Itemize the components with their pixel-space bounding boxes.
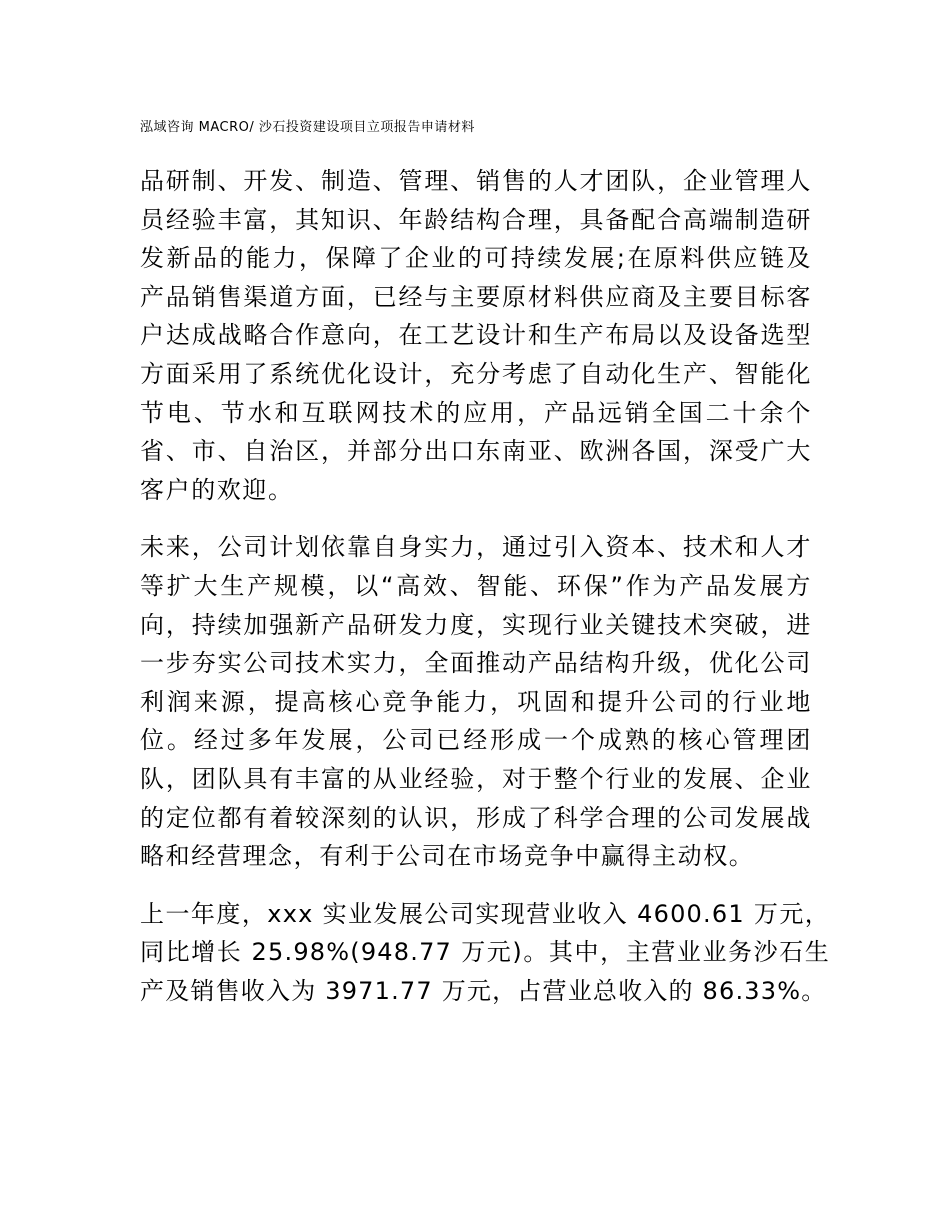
paragraph-revenue: 上一年度，xxx 实业发展公司实现营业收入 4600.61 万元，同比增长 25.98%(948.77 万元)。其中，主营业业务沙石生产及销售收入为 3971.77 万元，占营业总收入的 86.33%。 [140, 899, 830, 1005]
running-header: 泓域咨询 MACRO/ 沙石投资建设项目立项报告申请材料 [140, 120, 475, 135]
body-text [140, 162, 830, 1029]
paragraph-future-plan: 未来，公司计划依靠自身实力，通过引入资本、技术和人才等扩大生产规模，以“高效、智能、环保”作为产品发展方向，持续加强新产品研发力度，实现行业关键技术突破，进一步夯实公司技术实力，全面推动产品结构升级，优化公司利润来源，提高核心竞争能力，巩固和提升公司的行业地位。经过多年发展，公司已经形成一个成熟的核心管理团队，团队具有丰富的从业经验，对于整个行业的发展、企业的定位都有着较深刻的认识，形成了科学合理的公司发展战略和经营理念，有利于公司在市场竞争中赢得主动权。 [140, 533, 812, 871]
paragraph-team-and-supply-chain: 品研制、开发、制造、管理、销售的人才团队，企业管理人员经验丰富，其知识、年龄结构合理，具备配合高端制造研发新品的能力，保障了企业的可持续发展;在原料供应链及产品销售渠道方面，已经与主要原材料供应商及主要目标客户达成战略合作意向，在工艺设计和生产布局以及设备选型方面采用了系统优化设计，充分考虑了自动化生产、智能化节电、节水和互联网技术的应用，产品远销全国二十余个省、市、自治区，并部分出口东南亚、欧洲各国，深受广大客户的欢迎。 [140, 167, 812, 504]
